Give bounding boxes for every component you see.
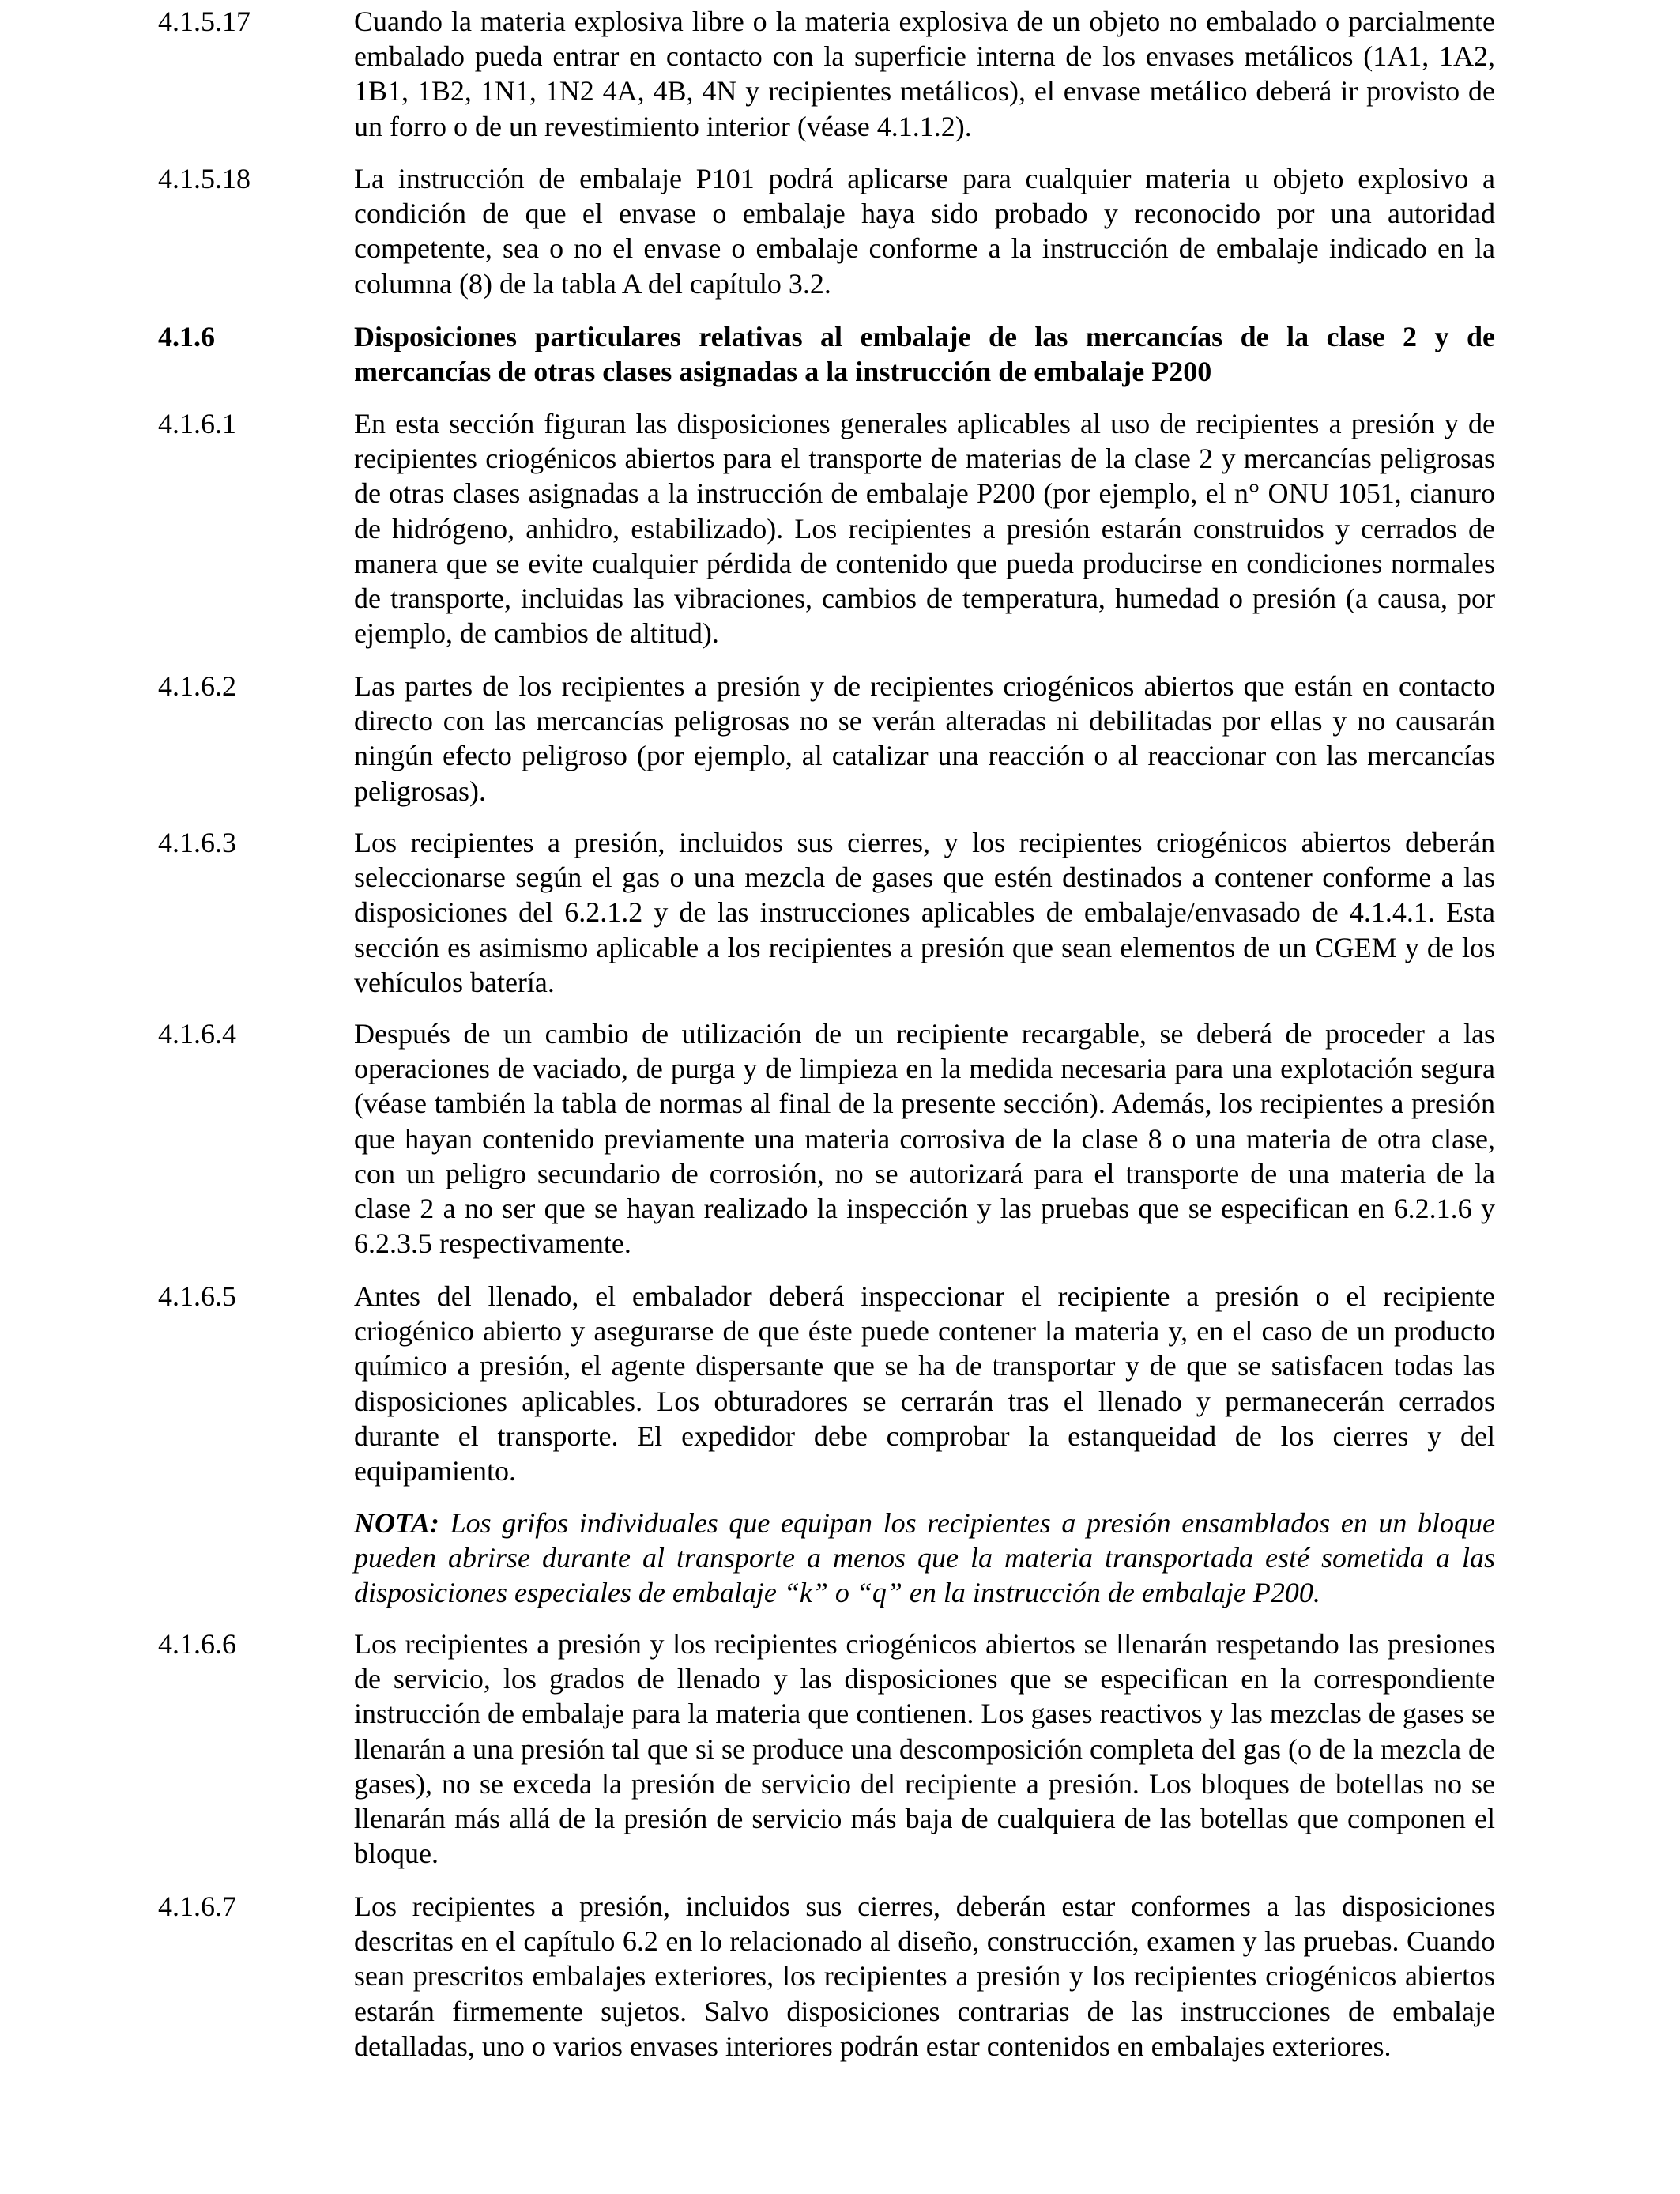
- section-text: Cuando la materia explosiva libre o la materia explosiva de un objeto no embalado o parcialmente embalado pueda entrar en contacto con la superficie interna de los envases metálicos (1A1, 1A2, 1B1, 1B2, 1N1, 1N2 4A, 4B, 4N y recipientes metálicos), el envase metálico deberá ir provisto de un forro o de un revestimiento interior (véase 4.1.1.2).: [354, 6, 1495, 142]
- section-text: Los recipientes a presión, incluidos sus cierres, y los recipientes criogénicos abiertos deberán seleccionarse según el gas o una mezcla de gases que estén destinados a contener conforme a las disposiciones del 6.2.1.2 y de las instrucciones aplicables de embalaje/envasado de 4.1.4.1. Esta sección es asimismo aplicable a los recipientes a presión que sean elementos de un CGEM y de los vehículos batería.: [354, 827, 1495, 998]
- nota-label: NOTA:: [354, 1507, 439, 1539]
- section-text: Las partes de los recipientes a presión y de recipientes criogénicos abiertos que están en contacto directo con las mercancías peligrosas no se verán alteradas ni debilitadas por ellas y no causarán ningún efecto peligroso (por ejemplo, al catalizar una reacción o al reaccionar con las mercancías peligrosas).: [354, 670, 1495, 807]
- section-number: 4.1.6.1: [158, 408, 236, 439]
- section-number: 4.1.6.3: [158, 827, 236, 858]
- section-4-1-5-18: [158, 161, 1495, 301]
- section-4-1-6-7: [158, 1889, 1495, 2064]
- section-number: 4.1.6.4: [158, 1018, 236, 1050]
- section-4-1-6-heading: [158, 319, 1495, 389]
- section-4-1-6-6: [158, 1627, 1495, 1871]
- section-4-1-5-17: [158, 4, 1495, 144]
- section-4-1-6-5: [158, 1279, 1495, 1488]
- nota-body: Los grifos individuales que equipan los recipientes a presión ensamblados en un bloque pueden abrirse durante al transporte a menos que la materia transportada esté sometida a las disposiciones especiales de embalaje “k” o “q” en la instrucción de embalaje P200.: [354, 1507, 1495, 1609]
- section-number: 4.1.6.7: [158, 1891, 236, 1922]
- section-number: 4.1.5.18: [158, 163, 250, 194]
- section-text: La instrucción de embalaje P101 podrá aplicarse para cualquier materia u objeto explosivo a condición de que el envase o embalaje haya sido probado y reconocido por una autoridad competente, sea o no el envase o embalaje conforme a la instrucción de embalaje indicado en la columna (8) de la tabla A del capítulo 3.2.: [354, 163, 1495, 300]
- section-number: 4.1.6.6: [158, 1628, 236, 1660]
- section-4-1-6-2: [158, 669, 1495, 809]
- section-text: Los recipientes a presión, incluidos sus cierres, deberán estar conformes a las disposiciones descritas en el capítulo 6.2 en lo relacionado al diseño, construcción, examen y las pruebas. Cuando sean prescritos embalajes exteriores, los recipientes a presión y los recipientes criogénicos abiertos estarán firmemente sujetos. Salvo disposiciones contrarias de las instrucciones de embalaje detalladas, uno o varios envases interiores podrán estar contenidos en embalajes exteriores.: [354, 1891, 1495, 2062]
- section-text: Después de un cambio de utilización de un recipiente recargable, se deberá de proceder a las operaciones de vaciado, de purga y de limpieza en la medida necesaria para una explotación segura (véase también la tabla de normas al final de la presente sección). Además, los recipientes a presión que hayan contenido previamente una materia corrosiva de la clase 8 o una materia de otra clase, con un peligro secundario de corrosión, no se autorizará para el transporte de una materia de la clase 2 a no ser que se hayan realizado la inspección y las pruebas que se especifican en 6.2.1.6 y 6.2.3.5 respectivamente.: [354, 1018, 1495, 1260]
- section-4-1-6-4: [158, 1016, 1495, 1261]
- section-text: En esta sección figuran las disposiciones generales aplicables al uso de recipientes a presión y de recipientes criogénicos abiertos para el transporte de materias de la clase 2 y mercancías peligrosas de otras clases asignadas a la instrucción de embalaje P200 (por ejemplo, el n° ONU 1051, cianuro de hidrógeno, anhidro, estabilizado). Los recipientes a presión estarán construidos y cerrados de manera que se evite cualquier pérdida de contenido que pueda producirse en condiciones normales de transporte, incluidas las vibraciones, cambios de temperatura, humedad o presión (a causa, por ejemplo, de cambios de altitud).: [354, 408, 1495, 650]
- nota-text: [354, 1506, 1495, 1611]
- section-4-1-6-3: [158, 825, 1495, 1000]
- section-number: 4.1.6.5: [158, 1280, 236, 1312]
- nota-block: [158, 1506, 1495, 1611]
- section-number: 4.1.5.17: [158, 6, 250, 37]
- section-text: Antes del llenado, el embalador deberá inspeccionar el recipiente a presión o el recipiente criogénico abierto y asegurarse de que éste puede contener la materia y, en el caso de un producto químico a presión, el agente dispersante que se ha de transportar y de que se satisfacen todas las disposiciones aplicables. Los obturadores se cerrarán tras el llenado y permanecerán cerrados durante el transporte. El expedidor debe comprobar la estanqueidad de los cierres y del equipamiento.: [354, 1280, 1495, 1487]
- section-4-1-6-1: [158, 406, 1495, 650]
- section-text: Los recipientes a presión y los recipientes criogénicos abiertos se llenarán respetando las presiones de servicio, los grados de llenado y las disposiciones que se especifican en la correspondiente instrucción de embalaje para la materia que contienen. Los gases reactivos y las mezclas de gases se llenarán a una presión tal que si se produce una descomposición completa del gas (o de la mezcla de gases), no se exceda la presión de servicio del recipiente a presión. Los bloques de botellas no se llenarán más allá de la presión de servicio más baja de cualquiera de las botellas que componen el bloque.: [354, 1628, 1495, 1870]
- section-number: 4.1.6.2: [158, 670, 236, 702]
- section-heading: Disposiciones particulares relativas al embalaje de las mercancías de la clase 2 y de mercancías de otras clases asignadas a la instrucción de embalaje P200: [354, 321, 1495, 388]
- section-number: 4.1.6: [158, 321, 215, 352]
